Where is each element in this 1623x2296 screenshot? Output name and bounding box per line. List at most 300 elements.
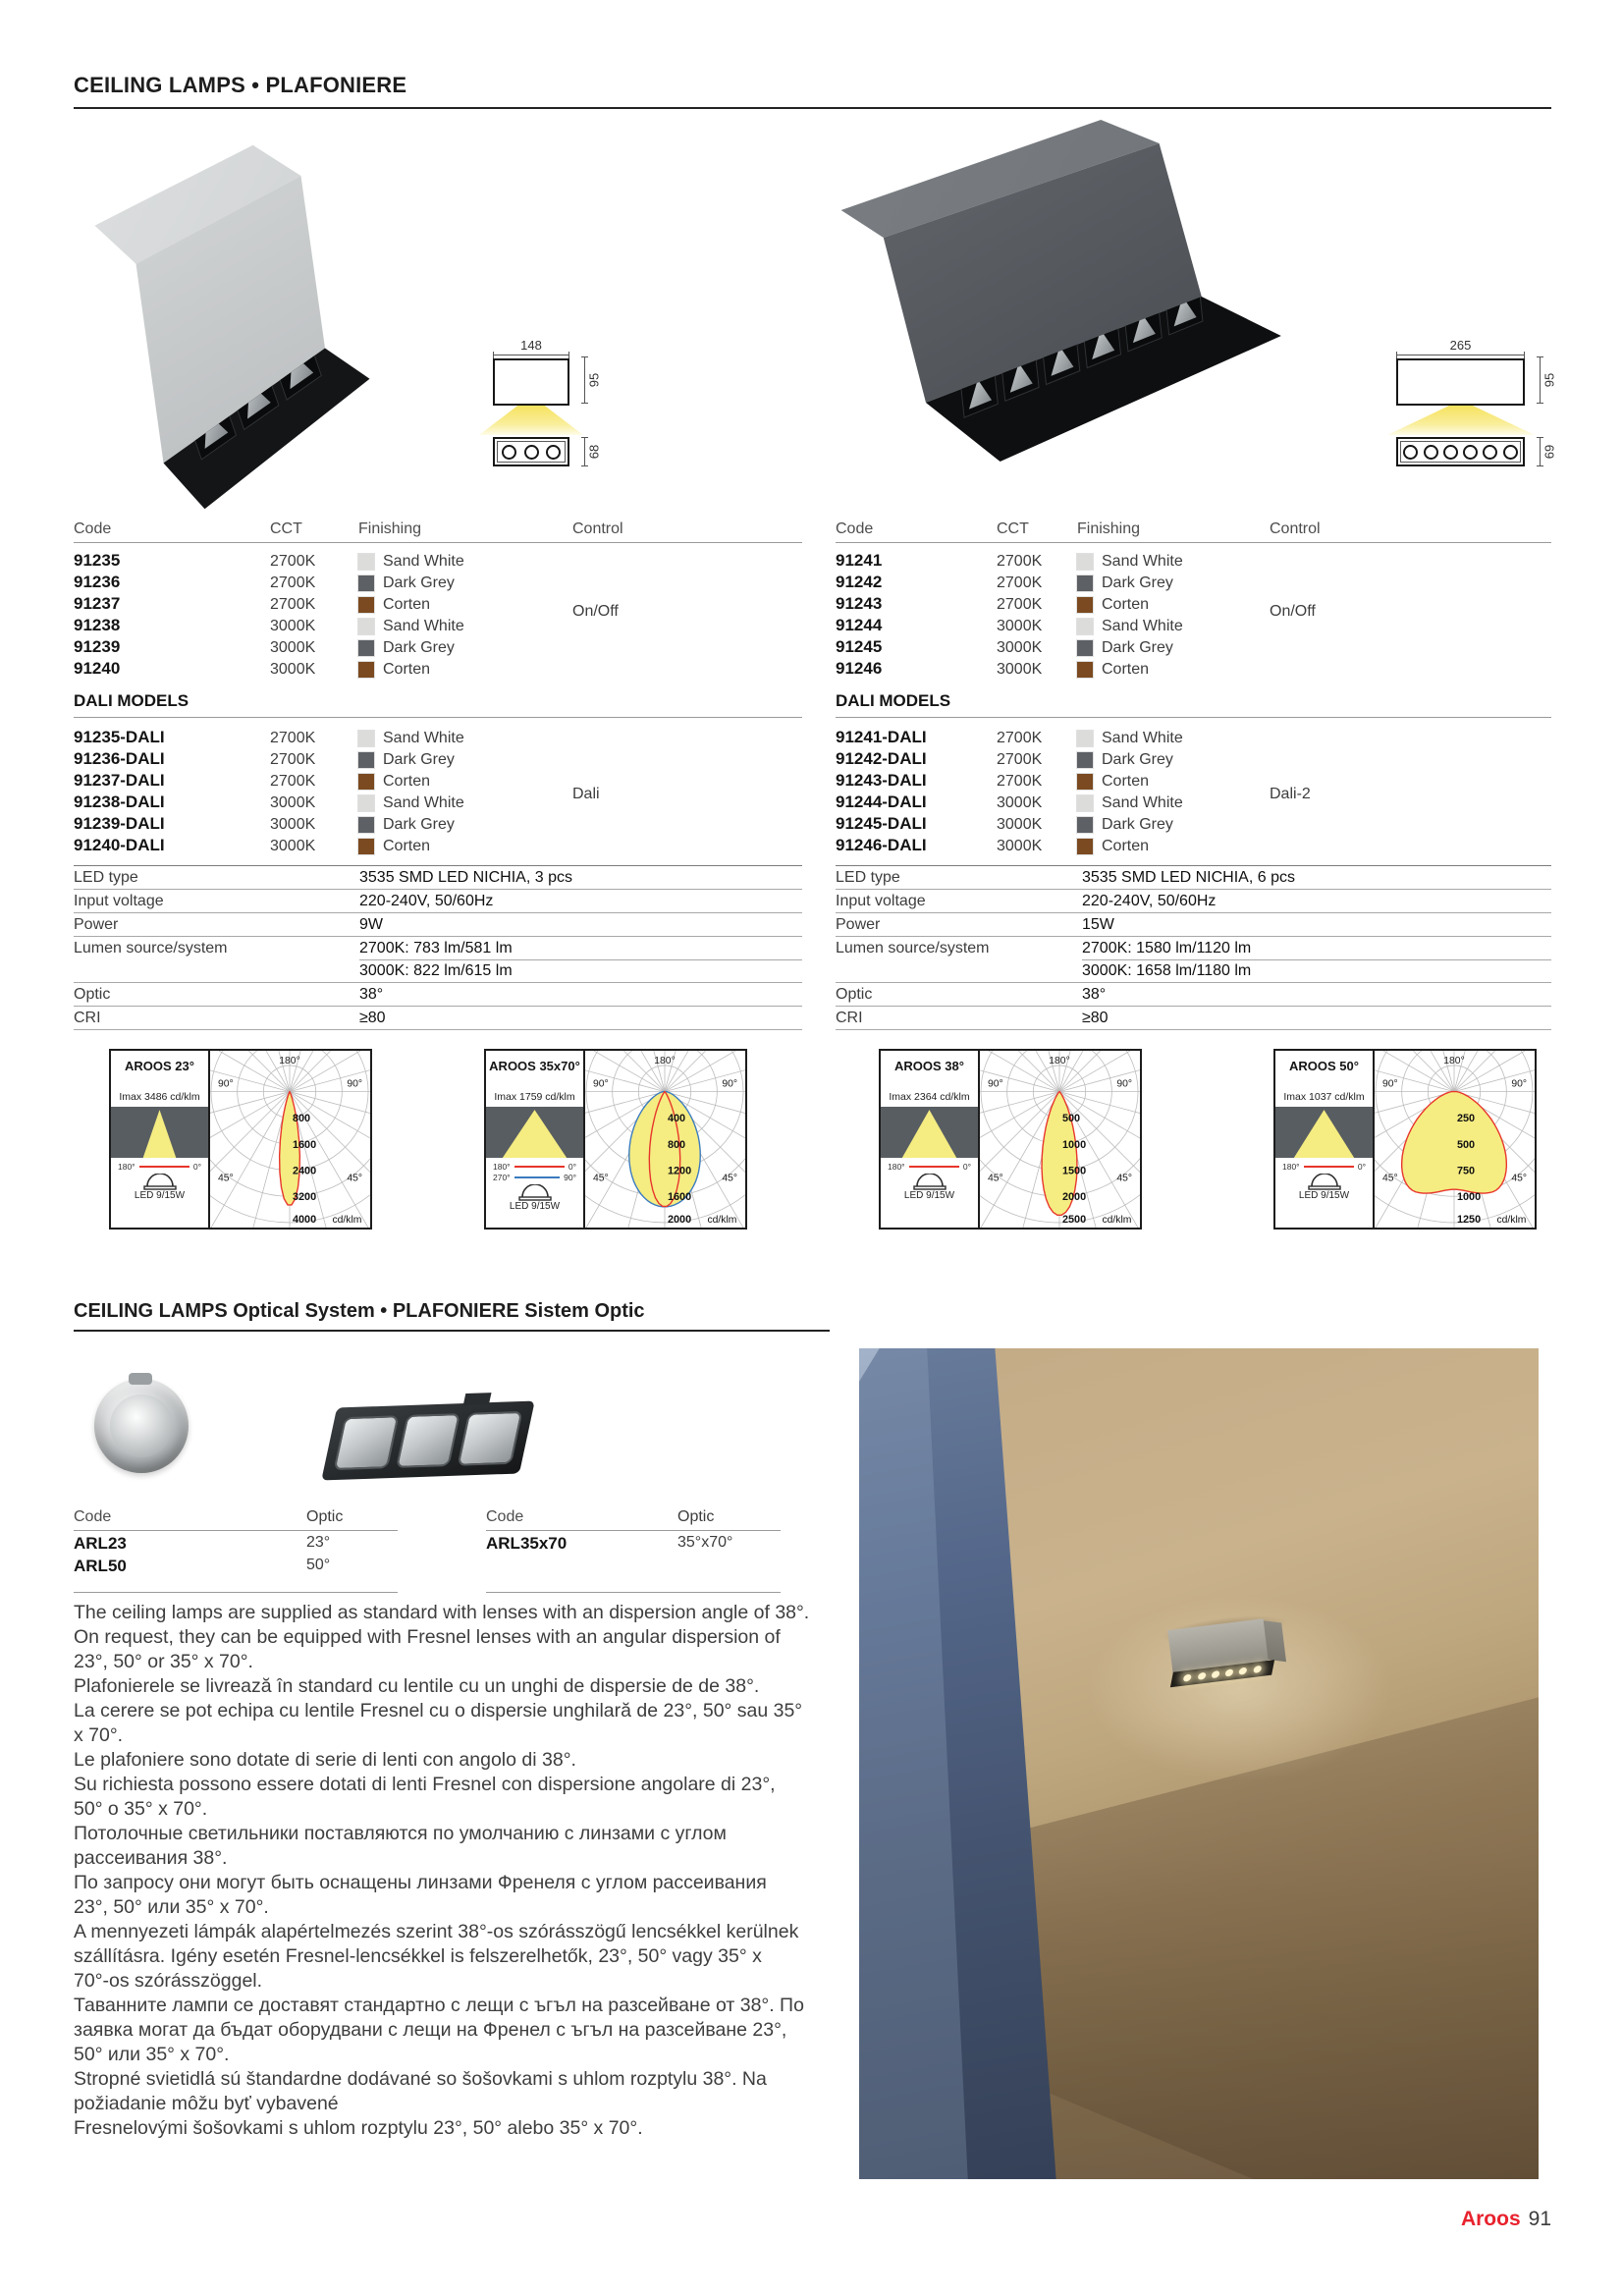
cct-value: 3000K [997, 661, 1043, 678]
finish-label: Dark Grey [383, 816, 455, 833]
photometric-chart [109, 1049, 372, 1230]
description-line: La cerere se pot echipa cu lentile Fresnel cu o dispersie unghilară de 23°, 50° sau 35° [74, 1700, 803, 1722]
lens-code: ARL35x70 [486, 1534, 568, 1553]
plate-hole [546, 445, 561, 460]
lens-dome-icon [913, 1174, 947, 1190]
finish-label: Dark Grey [383, 639, 455, 656]
page-title: CEILING LAMPS • PLAFONIERE [74, 73, 407, 97]
svg-text:45°: 45° [1381, 1173, 1398, 1184]
plate-hole [502, 445, 516, 460]
spec-label: Lumen source/system [836, 940, 990, 957]
finish-label: Corten [1102, 596, 1150, 613]
product-code: 91236-DALI [74, 749, 165, 768]
svg-text:90°: 90° [987, 1078, 1003, 1090]
finish-swatch [358, 731, 374, 746]
cct-value: 3000K [997, 794, 1043, 811]
finish-swatch [1077, 575, 1093, 591]
finish-swatch [1077, 640, 1093, 656]
dimension-line [1540, 437, 1541, 466]
chart-info-panel [486, 1051, 585, 1228]
description-line: Le plafoniere sono dotate di serie di lenti con angolo di 38°. [74, 1749, 576, 1771]
column-header-finishing: Finishing [358, 520, 422, 537]
svg-text:45°: 45° [722, 1173, 738, 1184]
box-height-dimension [577, 437, 602, 466]
spec-row [836, 913, 1551, 937]
control-value: Dali [572, 786, 600, 802]
product-code: 91238-DALI [74, 793, 165, 811]
column-header-finishing: Finishing [1077, 520, 1141, 537]
description-line: 23°, 50° или 35° x 70°. [74, 1896, 269, 1918]
cct-value: 2700K [270, 574, 316, 591]
finish-swatch [358, 554, 374, 570]
product-render-small-lamp [64, 137, 407, 520]
finish-swatch [358, 817, 374, 833]
finish-swatch [1077, 619, 1093, 634]
svg-text:45°: 45° [1116, 1173, 1133, 1184]
finish-swatch [358, 575, 374, 591]
cct-value: 2700K [997, 553, 1043, 570]
control-value: Dali-2 [1270, 786, 1311, 802]
lens-dome-icon [518, 1184, 552, 1201]
cct-value: 2700K [270, 773, 316, 790]
spec-value: 220-240V, 50/60Hz [1082, 893, 1217, 909]
finish-label: Sand White [1102, 553, 1183, 570]
control-value: On/Off [1270, 603, 1316, 620]
lamp-front-outline [493, 358, 569, 406]
spec-label: Input voltage [74, 893, 164, 909]
page-header [74, 73, 1551, 109]
lens-module-photo [321, 1401, 534, 1481]
dimension-line [584, 437, 585, 466]
finish-label: Dark Grey [1102, 751, 1173, 768]
product-code: 91243-DALI [836, 771, 927, 790]
column-header-code: Code [486, 1508, 524, 1525]
finish-swatch [1077, 731, 1093, 746]
spec-label: Optic [836, 986, 873, 1003]
table-row [74, 814, 802, 836]
width-dimension [1396, 338, 1525, 355]
photometric-chart [1273, 1049, 1537, 1230]
table-row [836, 836, 1551, 857]
column-header-control: Control [572, 520, 623, 537]
description-line: 70°-os szórásszöggel. [74, 1970, 263, 1992]
cct-value: 3000K [997, 639, 1043, 656]
finish-swatch [358, 619, 374, 634]
finish-swatch [358, 597, 374, 613]
description-line: Plafonierele se livrează în standard cu lentile cu un unghi de dispersie de de 38°. [74, 1675, 760, 1697]
spec-table [836, 865, 1551, 1030]
product-code: 91237 [74, 594, 121, 613]
finish-label: Corten [383, 773, 431, 790]
divider [1082, 959, 1551, 960]
plate-hole [1424, 445, 1438, 460]
svg-text:2000: 2000 [1061, 1191, 1087, 1204]
spec-row [74, 1007, 802, 1030]
svg-text:800: 800 [292, 1113, 311, 1125]
cct-value: 3000K [270, 639, 316, 656]
product-code: 91235-DALI [74, 728, 165, 746]
description-line: 23°, 50° or 35° x 70°. [74, 1651, 253, 1672]
finish-label: Sand White [1102, 730, 1183, 746]
page-footer [1257, 2208, 1551, 2231]
column-header-optic: Optic [306, 1508, 344, 1525]
lens-dome-icon [143, 1174, 177, 1190]
svg-text:500: 500 [1061, 1113, 1081, 1125]
table-row [836, 771, 1551, 793]
svg-text:45°: 45° [1511, 1173, 1528, 1184]
table-body [74, 718, 802, 857]
table-header-row [486, 1508, 781, 1531]
lens-code: ARL23 [74, 1534, 127, 1553]
table-row [836, 573, 1551, 594]
control-value: On/Off [572, 603, 619, 620]
spec-value: 15W [1082, 916, 1114, 933]
polar-distribution-plot [210, 1051, 370, 1228]
dimension-line [1540, 356, 1541, 404]
svg-text:750: 750 [1456, 1165, 1476, 1177]
table-row [74, 616, 802, 637]
svg-text:250: 250 [1456, 1113, 1476, 1125]
description-line: заявка могат да бъдат оборудвани с лещи на Френел с ъгъл на разсейване 23°, [74, 2019, 787, 2041]
polar-distribution-plot [1375, 1051, 1535, 1228]
finish-swatch [358, 752, 374, 768]
spec-value: 3535 SMD LED NICHIA, 6 pcs [1082, 869, 1295, 886]
product-render-large-lamp [820, 116, 1350, 509]
description-line: Потолочные светильники поставляются по умолчанию с линзами с углом [74, 1823, 727, 1844]
table-row [836, 551, 1551, 573]
product-code: 91244 [836, 616, 883, 634]
lens-photo [94, 1379, 189, 1473]
lamp-led-dot [1212, 1670, 1220, 1678]
cct-value: 2700K [997, 574, 1043, 591]
beam-triangle-icon [486, 1107, 583, 1158]
spec-value: 3535 SMD LED NICHIA, 3 pcs [359, 869, 572, 886]
svg-text:45°: 45° [987, 1173, 1003, 1184]
spec-label: Power [74, 916, 119, 933]
product-code: 91235 [74, 551, 121, 570]
divider [74, 1592, 398, 1593]
svg-text:90°: 90° [1511, 1078, 1528, 1090]
product-code: 91246 [836, 659, 883, 678]
module-lens [458, 1411, 523, 1466]
spec-row [836, 866, 1551, 890]
description-line: По запросу они могут быть оснащены линзами Френеля с углом рассеивания [74, 1872, 767, 1893]
description-line: Su richiesta possono essere dotati di lenti Fresnel con dispersione angolare di 23°, [74, 1774, 776, 1795]
led-wattage-label: LED 9/15W [903, 1190, 955, 1201]
imax-label: Imax 2364 cd/klm [889, 1091, 970, 1103]
table-row [74, 836, 802, 857]
spec-label: Input voltage [836, 893, 926, 909]
legend-row: 180° 0° [1282, 1161, 1366, 1172]
cct-value: 3000K [270, 661, 316, 678]
chart-info-panel [881, 1051, 980, 1228]
spec-row [74, 937, 802, 983]
svg-text:90°: 90° [347, 1078, 363, 1090]
product-code: 91244-DALI [836, 793, 927, 811]
imax-label: Imax 1759 cd/klm [494, 1091, 575, 1103]
description-text [74, 1601, 849, 2141]
svg-text:90°: 90° [592, 1078, 609, 1090]
beam-icon [1275, 1107, 1373, 1158]
spec-label: Optic [74, 986, 111, 1003]
installation-photo [859, 1348, 1539, 2179]
table-header-row [74, 1508, 398, 1531]
dali-models-section [74, 691, 802, 857]
spec-value: 220-240V, 50/60Hz [359, 893, 494, 909]
svg-text:cd/klm: cd/klm [1496, 1214, 1527, 1226]
lamp-led-dot [1239, 1667, 1248, 1675]
svg-text:800: 800 [667, 1138, 686, 1151]
finish-label: Corten [1102, 661, 1150, 678]
optic-table [486, 1508, 781, 1593]
lamp-front-face [820, 116, 1350, 509]
divider [359, 959, 802, 960]
cct-value: 3000K [270, 618, 316, 634]
product-code: 91245-DALI [836, 814, 927, 833]
svg-text:90°: 90° [722, 1078, 738, 1090]
product-table-left [74, 520, 802, 681]
svg-text:2000: 2000 [667, 1213, 692, 1226]
finish-label: Sand White [1102, 794, 1183, 811]
product-code: 91242-DALI [836, 749, 927, 768]
spec-label: Power [836, 916, 881, 933]
table-row [74, 594, 802, 616]
svg-text:4000: 4000 [292, 1213, 317, 1226]
finish-label: Corten [1102, 838, 1150, 854]
svg-text:1000: 1000 [1456, 1191, 1482, 1204]
spec-value: 9W [359, 916, 383, 933]
table-row [74, 637, 802, 659]
lamp-led-dot [1183, 1674, 1192, 1682]
table-header-row [836, 520, 1551, 543]
finish-swatch [1077, 662, 1093, 678]
table-body [836, 543, 1551, 681]
finish-label: Sand White [1102, 618, 1183, 634]
dimension-diagram [493, 338, 650, 466]
description-line: The ceiling lamps are supplied as standard with lenses with an dispersion angle of 38°. [74, 1602, 810, 1623]
table-row [836, 793, 1551, 814]
spec-value: 38° [1082, 986, 1107, 1003]
product-code: 91237-DALI [74, 771, 165, 790]
finish-swatch [358, 774, 374, 790]
finish-swatch [1077, 817, 1093, 833]
table-row [74, 659, 802, 681]
optic-value: 35°x70° [677, 1534, 733, 1551]
beam-icon [486, 1107, 583, 1158]
description-line: Fresnelovými šošovkami s uhlom rozptylu 23°, 50° alebo 35° x 70°. [74, 2117, 643, 2139]
svg-text:1600: 1600 [292, 1138, 317, 1151]
spec-value: 3000K: 822 lm/615 lm [359, 962, 513, 979]
imax-label: Imax 1037 cd/klm [1283, 1091, 1365, 1103]
table-row [74, 793, 802, 814]
beam-triangle-icon [1275, 1107, 1373, 1158]
svg-text:90°: 90° [1381, 1078, 1398, 1090]
svg-text:45°: 45° [592, 1173, 609, 1184]
svg-text:45°: 45° [217, 1173, 234, 1184]
legend-row: 270° 90° [493, 1172, 576, 1182]
table-row [74, 1531, 398, 1554]
finish-swatch [1077, 774, 1093, 790]
photo-light-glow [859, 1348, 1539, 2179]
svg-text:180°: 180° [279, 1055, 300, 1066]
svg-text:1500: 1500 [1061, 1165, 1087, 1177]
cct-value: 3000K [997, 816, 1043, 833]
cct-value: 2700K [997, 596, 1043, 613]
photometric-chart [879, 1049, 1142, 1230]
table-row [74, 728, 802, 749]
dimension-diagram [1396, 338, 1557, 466]
dim-width-label: 148 [520, 338, 542, 353]
lens-code: ARL50 [74, 1557, 127, 1575]
description-line: рассеивания 38°. [74, 1847, 228, 1869]
table-row [836, 749, 1551, 771]
dim-height-label: 95 [586, 372, 602, 388]
plate-hole [1483, 445, 1497, 460]
spec-label: LED type [836, 869, 900, 886]
spec-value: 2700K: 1580 lm/1120 lm [1082, 940, 1252, 957]
photometric-chart [484, 1049, 747, 1230]
legend-row: 180° 0° [493, 1161, 576, 1172]
table-row [74, 1554, 398, 1576]
description-line: Таванните лампи се доставят стандартно с лещи с ъгъл на разсейване от 38°. По [74, 1995, 804, 2016]
finish-label: Dark Grey [1102, 816, 1173, 833]
spec-row [836, 890, 1551, 913]
height-dimension [577, 356, 602, 404]
spec-row [836, 1007, 1551, 1030]
svg-text:45°: 45° [347, 1173, 363, 1184]
finish-label: Sand White [383, 618, 464, 634]
finish-label: Corten [383, 596, 431, 613]
cct-value: 3000K [997, 838, 1043, 854]
beam-icon [111, 1107, 208, 1158]
optic-table [74, 1508, 398, 1593]
product-code: 91242 [836, 573, 883, 591]
finish-label: Corten [383, 661, 431, 678]
description-line: Stropné svietidlá sú štandardne dodávané so šošovkami s uhlom rozptylu 38°. Na [74, 2068, 767, 2090]
box-height-dimension [1533, 437, 1557, 466]
optic-value: 50° [306, 1557, 331, 1573]
cct-value: 2700K [270, 730, 316, 746]
cct-value: 3000K [270, 794, 316, 811]
product-code: 91239 [74, 637, 121, 656]
spec-value: 3000K: 1658 lm/1180 lm [1082, 962, 1252, 979]
dim-width-label: 265 [1449, 338, 1472, 353]
cct-value: 2700K [997, 751, 1043, 768]
light-beam-icon [1387, 406, 1535, 435]
legend-row: 180° 0° [118, 1161, 201, 1172]
chart-info-panel [111, 1051, 210, 1228]
description-line: x 70°. [74, 1724, 124, 1746]
chart-legend [111, 1161, 208, 1172]
spec-row [74, 983, 802, 1007]
cct-value: 3000K [270, 816, 316, 833]
table-row [74, 551, 802, 573]
spec-value: 38° [359, 986, 384, 1003]
spec-row [74, 913, 802, 937]
module-lens [396, 1413, 461, 1468]
spec-label: LED type [74, 869, 138, 886]
chart-legend [881, 1161, 978, 1172]
beam-triangle-icon [111, 1107, 208, 1158]
spec-label: CRI [74, 1010, 101, 1026]
dali-title: DALI MODELS [836, 691, 951, 710]
dim-box-label: 69 [1542, 444, 1557, 460]
column-header-cct: CCT [997, 520, 1029, 537]
optical-system-header [74, 1300, 830, 1332]
finish-swatch [1077, 554, 1093, 570]
svg-text:180°: 180° [1049, 1055, 1070, 1066]
spec-row [74, 890, 802, 913]
product-code: 91240 [74, 659, 121, 678]
mounting-plate-icon [493, 437, 569, 466]
finish-swatch [1077, 752, 1093, 768]
spec-row [836, 937, 1551, 983]
product-code: 91236 [74, 573, 121, 591]
led-wattage-label: LED 9/15W [1298, 1190, 1350, 1201]
svg-text:90°: 90° [217, 1078, 234, 1090]
table-body [74, 543, 802, 681]
description-line: 50° или 35° x 70°. [74, 2044, 230, 2065]
table-row [836, 728, 1551, 749]
product-code: 91246-DALI [836, 836, 927, 854]
light-beam-icon [479, 406, 583, 435]
finish-swatch [358, 839, 374, 854]
plate-hole [1443, 445, 1458, 460]
cct-value: 2700K [270, 553, 316, 570]
finish-label: Sand White [383, 794, 464, 811]
dim-box-label: 68 [586, 444, 602, 460]
lens-dome-icon [1308, 1174, 1341, 1190]
finish-swatch [358, 795, 374, 811]
product-code: 91241 [836, 551, 883, 570]
table-row [74, 749, 802, 771]
chart-title: AROOS 38° [894, 1059, 964, 1073]
dim-height-label: 95 [1542, 372, 1557, 388]
table-row [74, 573, 802, 594]
lamp-front-outline [1396, 358, 1525, 406]
plate-hole [1403, 445, 1418, 460]
column-header-control: Control [1270, 520, 1321, 537]
legend-row: 180° 0° [888, 1161, 971, 1172]
led-wattage-label: LED 9/15W [134, 1190, 186, 1201]
chart-title: AROOS 50° [1289, 1059, 1359, 1073]
chart-info-panel [1275, 1051, 1375, 1228]
lamp-led-dot [1253, 1666, 1262, 1673]
column-header-code: Code [836, 520, 874, 537]
spec-value: ≥80 [1082, 1010, 1109, 1026]
spec-row [74, 866, 802, 890]
optic-value: 23° [306, 1534, 331, 1551]
lamp-led-dot [1197, 1672, 1206, 1680]
width-dimension [493, 338, 569, 355]
beam-icon [881, 1107, 978, 1158]
cct-value: 2700K [997, 773, 1043, 790]
table-row [836, 659, 1551, 681]
spec-label: Lumen source/system [74, 940, 228, 957]
fresnel-lens-module-image [330, 1398, 536, 1483]
product-code: 91243 [836, 594, 883, 613]
lens-highlight [110, 1394, 172, 1456]
finish-swatch [358, 662, 374, 678]
plate-hole [1503, 445, 1518, 460]
svg-text:1250: 1250 [1456, 1213, 1482, 1226]
footer-page-number: 91 [1528, 2208, 1551, 2230]
column-header-cct: CCT [270, 520, 302, 537]
svg-text:180°: 180° [654, 1055, 676, 1066]
spec-row [836, 983, 1551, 1007]
svg-text:90°: 90° [1116, 1078, 1133, 1090]
lamp-led-dot [1225, 1668, 1234, 1676]
